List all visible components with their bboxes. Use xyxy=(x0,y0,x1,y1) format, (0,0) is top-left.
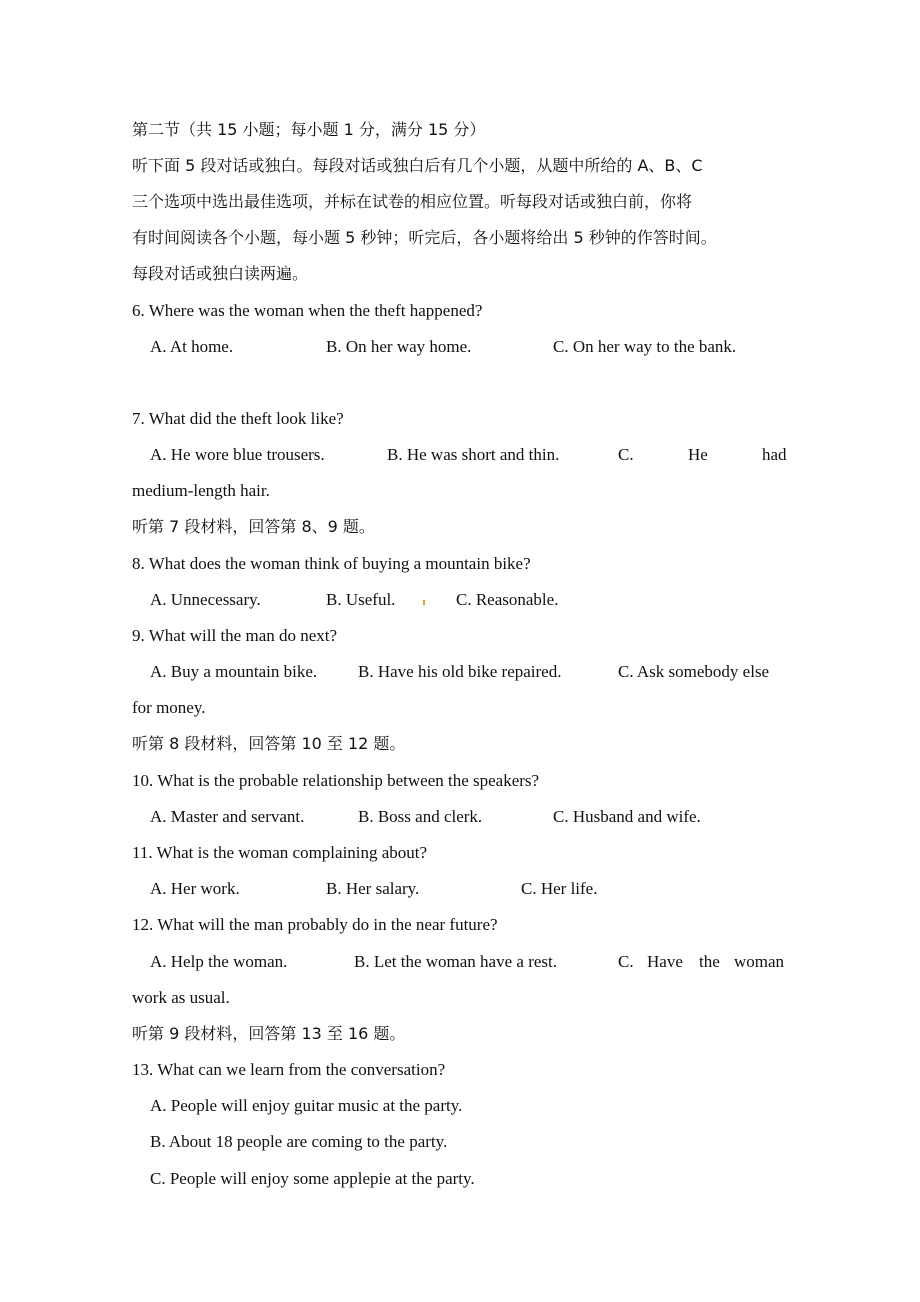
question-10: 10. What is the probable relationship between the speakers? xyxy=(132,771,540,790)
option-c: C. xyxy=(618,445,634,464)
option-c: C. People will enjoy some applepie at the party. xyxy=(150,1169,475,1188)
option-c: C. Her life. xyxy=(521,879,598,898)
option-c-word: Have xyxy=(647,952,683,971)
option-c: C. On her way to the bank. xyxy=(553,337,737,356)
instruction-line: 有时间阅读各个小题，每小题 5 秒钟；听完后，各小题将给出 5 秒钟的作答时间。 xyxy=(132,228,717,247)
option-c: C. Ask somebody else xyxy=(618,662,770,681)
option-b: B. Boss and clerk. xyxy=(358,807,483,826)
option-c-word: had xyxy=(762,445,787,464)
option-a: A. Her work. xyxy=(150,879,240,898)
option-c-cont: for money. xyxy=(132,698,206,717)
stray-mark xyxy=(423,600,425,605)
material-heading: 听第 8 段材料，回答第 10 至 12 题。 xyxy=(132,734,406,753)
option-c-word: the xyxy=(699,952,720,971)
option-c: C. Husband and wife. xyxy=(553,807,701,826)
instruction-line: 听下面 5 段对话或独白。每段对话或独白后有几个小题，从题中所给的 A、B、C xyxy=(132,156,703,175)
instruction-line: 每段对话或独白读两遍。 xyxy=(132,264,309,283)
option-a: A. Unnecessary. xyxy=(150,590,261,609)
option-b: B. He was short and thin. xyxy=(387,445,560,464)
option-a: A. He wore blue trousers. xyxy=(150,445,325,464)
option-c-cont: medium-length hair. xyxy=(132,481,270,500)
option-b: B. On her way home. xyxy=(326,337,472,356)
material-heading: 听第 7 段材料，回答第 8、9 题。 xyxy=(132,517,375,536)
option-b: B. Let the woman have a rest. xyxy=(354,952,557,971)
option-a: A. Master and servant. xyxy=(150,807,305,826)
question-9: 9. What will the man do next? xyxy=(132,626,338,645)
option-b: B. Useful. xyxy=(326,590,396,609)
option-c: C. Reasonable. xyxy=(456,590,559,609)
section-title: 第二节（共 15 小题；每小题 1 分，满分 15 分） xyxy=(132,120,486,139)
option-c-word: He xyxy=(688,445,708,464)
instruction-line: 三个选项中选出最佳选项，并标在试卷的相应位置。听每段对话或独白前，你将 xyxy=(132,192,693,211)
option-a: A. Buy a mountain bike. xyxy=(150,662,318,681)
question-12: 12. What will the man probably do in the near future? xyxy=(132,915,498,934)
question-8: 8. What does the woman think of buying a mountain bike? xyxy=(132,554,531,573)
option-c-cont: work as usual. xyxy=(132,988,230,1007)
question-11: 11. What is the woman complaining about? xyxy=(132,843,428,862)
option-a: A. Help the woman. xyxy=(150,952,288,971)
option-a: A. People will enjoy guitar music at the party. xyxy=(150,1096,463,1115)
question-6: 6. Where was the woman when the theft happened? xyxy=(132,301,483,320)
option-c-word: woman xyxy=(734,952,785,971)
question-13: 13. What can we learn from the conversation? xyxy=(132,1060,446,1079)
option-b: B. About 18 people are coming to the party. xyxy=(150,1132,448,1151)
option-b: B. Have his old bike repaired. xyxy=(358,662,562,681)
option-a: A. At home. xyxy=(150,337,234,356)
question-7: 7. What did the theft look like? xyxy=(132,409,344,428)
option-c: C. xyxy=(618,952,634,971)
option-b: B. Her salary. xyxy=(326,879,420,898)
material-heading: 听第 9 段材料，回答第 13 至 16 题。 xyxy=(132,1024,406,1043)
